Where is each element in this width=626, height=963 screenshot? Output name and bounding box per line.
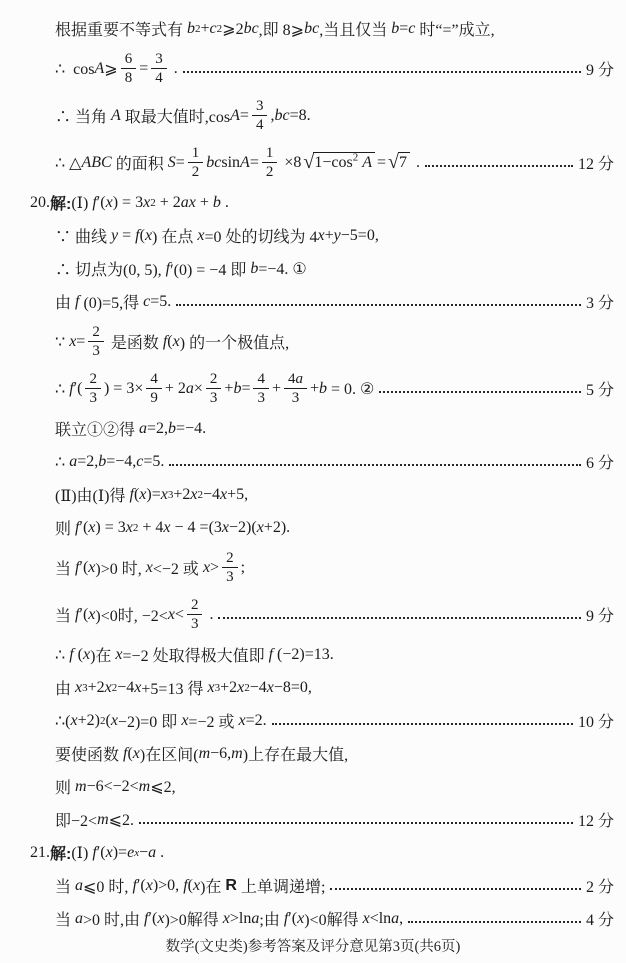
solution-line bbox=[0, 512, 626, 543]
solution-line bbox=[0, 545, 626, 590]
line-content: ∴( x +2) 2 ( x −2)=0 即 x =−2 或 x =2. bbox=[55, 711, 267, 731]
line-content: 当 a ⩽0 时, f ′( x )>0, f ( x )在 R 上单调递增; bbox=[55, 876, 326, 896]
line-content: 由 f (0)=5,得 c =5. bbox=[55, 292, 172, 312]
line-content: 20. 解: (Ⅰ) f ′( x ) = 3 x 2 + 2 ax + b . bbox=[30, 193, 229, 213]
line-content: ∴ f ′( $\frac{2}{3}$ ) = 3× $\frac{4}{9}$ + 2 a × $\frac{2}{3}$ + b = $\frac{4}{3}$ + $\frac{4a}{3}$ + b = 0. ② bbox=[55, 371, 375, 406]
line-content: ∴ 切点为(0, 5), f ′(0) = −4 即 b =−4. ① bbox=[55, 259, 307, 279]
solution-line bbox=[0, 639, 626, 670]
line-content: 则 m −6<−2< m ⩽2, bbox=[55, 777, 176, 797]
solution-line bbox=[0, 771, 626, 802]
dot-leader bbox=[408, 921, 581, 923]
line-content: 当 a >0 时,由 f ′( x )>0解得 x >ln a ;由 f ′( x )<0解得 x <ln a , bbox=[55, 909, 404, 929]
line-content: ∴ 当角 A 取最大值时,cos A = $\frac{3}{4}$ , bc =8. bbox=[55, 98, 311, 133]
line-content: ∴ cos A ⩾ $\frac{6}{8}$ = $\frac{3}{4}$ . bbox=[55, 51, 178, 86]
solution-line bbox=[0, 804, 626, 835]
line-content: (Ⅱ)由(Ⅰ)得 f ( x )= x 3 +2 x 2 −4 x +5, bbox=[55, 485, 249, 505]
solution-line bbox=[0, 319, 626, 364]
solution-line bbox=[0, 837, 626, 868]
line-content: 即−2< m ⩽2. bbox=[55, 810, 135, 830]
fraction: $\frac{2}{3}$ bbox=[85, 370, 101, 407]
score-label: 2 分 bbox=[585, 879, 614, 896]
solution-line bbox=[0, 220, 626, 251]
dot-leader bbox=[425, 165, 573, 167]
score-label: 12 分 bbox=[577, 813, 614, 830]
fraction: $\frac{6}{8}$ bbox=[121, 50, 137, 87]
solution-line bbox=[0, 479, 626, 510]
dot-leader bbox=[169, 464, 581, 466]
solution-line bbox=[0, 366, 626, 411]
fraction: $\frac{1}{2}$ bbox=[262, 144, 278, 181]
line-content: ∵ 曲线 y = f ( x ) 在点 x =0 处的切线为 4 x + y −5=0, bbox=[55, 226, 379, 246]
dot-leader bbox=[272, 723, 573, 725]
solution-line bbox=[0, 446, 626, 477]
solution-line bbox=[0, 46, 626, 91]
dot-leader bbox=[379, 391, 581, 393]
dot-leader bbox=[176, 304, 581, 306]
dot-leader bbox=[139, 822, 573, 824]
solution-line bbox=[0, 592, 626, 637]
fraction: $\frac{4}{3}$ bbox=[253, 370, 269, 407]
line-content: 要使函数 f ( x )在区间( m −6, m )上存在最大值, bbox=[55, 744, 349, 764]
square-root: √ $1-\cos^2$ A bbox=[303, 152, 375, 173]
solution-line bbox=[0, 903, 626, 934]
score-label: 12 分 bbox=[577, 156, 614, 173]
line-content: 由 x 3 +2 x 2 −4 x +5=13 得 x 3 +2 x 2 −4 x −8=0, bbox=[55, 678, 312, 698]
line-content: ∵ x = $\frac{2}{3}$ 是函数 f ( x ) 的一个极值点, bbox=[55, 324, 290, 359]
line-content: 21. 解: (Ⅰ) f ′( x )= e x − a . bbox=[30, 843, 165, 863]
dot-leader bbox=[218, 617, 581, 619]
fraction: $\frac{3}{4}$ bbox=[151, 50, 167, 87]
fraction: $\frac{3}{4}$ bbox=[252, 97, 268, 134]
line-content: 当 f ′( x )>0 时, x <−2 或 x > $\frac{2}{3}$ ; bbox=[55, 550, 246, 585]
score-label: 3 分 bbox=[585, 295, 614, 312]
line-content: 联立①②得 a =2, b =−4. bbox=[55, 419, 207, 439]
fraction: $\frac{2}{3}$ bbox=[206, 370, 222, 407]
fraction: $\frac{4}{9}$ bbox=[146, 370, 162, 407]
solution-line bbox=[0, 286, 626, 317]
score-label: 10 分 bbox=[577, 714, 614, 731]
line-content: 当 f ′( x )<0时, −2< x < $\frac{2}{3}$ . bbox=[55, 597, 214, 632]
solution-line bbox=[0, 13, 626, 44]
line-content: ∴ f ( x )在 x =−2 处取得极大值即 f (−2)=13. bbox=[55, 645, 334, 665]
solution-line bbox=[0, 705, 626, 736]
document-body bbox=[0, 13, 626, 934]
solution-line bbox=[0, 187, 626, 218]
solution-line bbox=[0, 140, 626, 185]
fraction: $\frac{4a}{3}$ bbox=[284, 370, 307, 407]
line-content: 则 f ′( x ) = 3 x 2 + 4 x − 4 =(3 x −2)( x +2). bbox=[55, 518, 291, 538]
fraction: $\frac{2}{3}$ bbox=[88, 323, 104, 360]
square-root: √ 7 bbox=[388, 152, 410, 173]
solution-line bbox=[0, 870, 626, 901]
solution-line bbox=[0, 253, 626, 284]
dot-leader bbox=[330, 888, 581, 890]
line-content: ∴ a =2, b =−4, c =5. bbox=[55, 452, 165, 471]
solution-line bbox=[0, 738, 626, 769]
solution-line bbox=[0, 672, 626, 703]
fraction: $\frac{2}{3}$ bbox=[222, 549, 238, 586]
score-label: 6 分 bbox=[585, 455, 614, 472]
fraction: $\frac{1}{2}$ bbox=[188, 144, 204, 181]
line-content: ∴ △ ABC 的面积 S = $\frac{1}{2}$ bc sin A = $\frac{1}{2}$ ×8 √ $1-\cos^2$ A = √ 7 . bbox=[55, 145, 421, 180]
score-label: 9 分 bbox=[585, 608, 614, 625]
score-label: 4 分 bbox=[585, 912, 614, 929]
score-label: 9 分 bbox=[585, 62, 614, 79]
dot-leader bbox=[183, 71, 581, 73]
fraction: $\frac{2}{3}$ bbox=[187, 596, 203, 633]
score-label: 5 分 bbox=[585, 382, 614, 399]
solution-line bbox=[0, 93, 626, 138]
page-footer: 数学(文史类)参考答案及评分意见第3页(共6页) bbox=[165, 939, 461, 955]
solution-line bbox=[0, 413, 626, 444]
line-content: 根据重要不等式有 b 2 + c 2 ⩾2 bc ,即 8⩾ bc ,当且仅当 b = c 时“=”成立, bbox=[55, 19, 495, 39]
